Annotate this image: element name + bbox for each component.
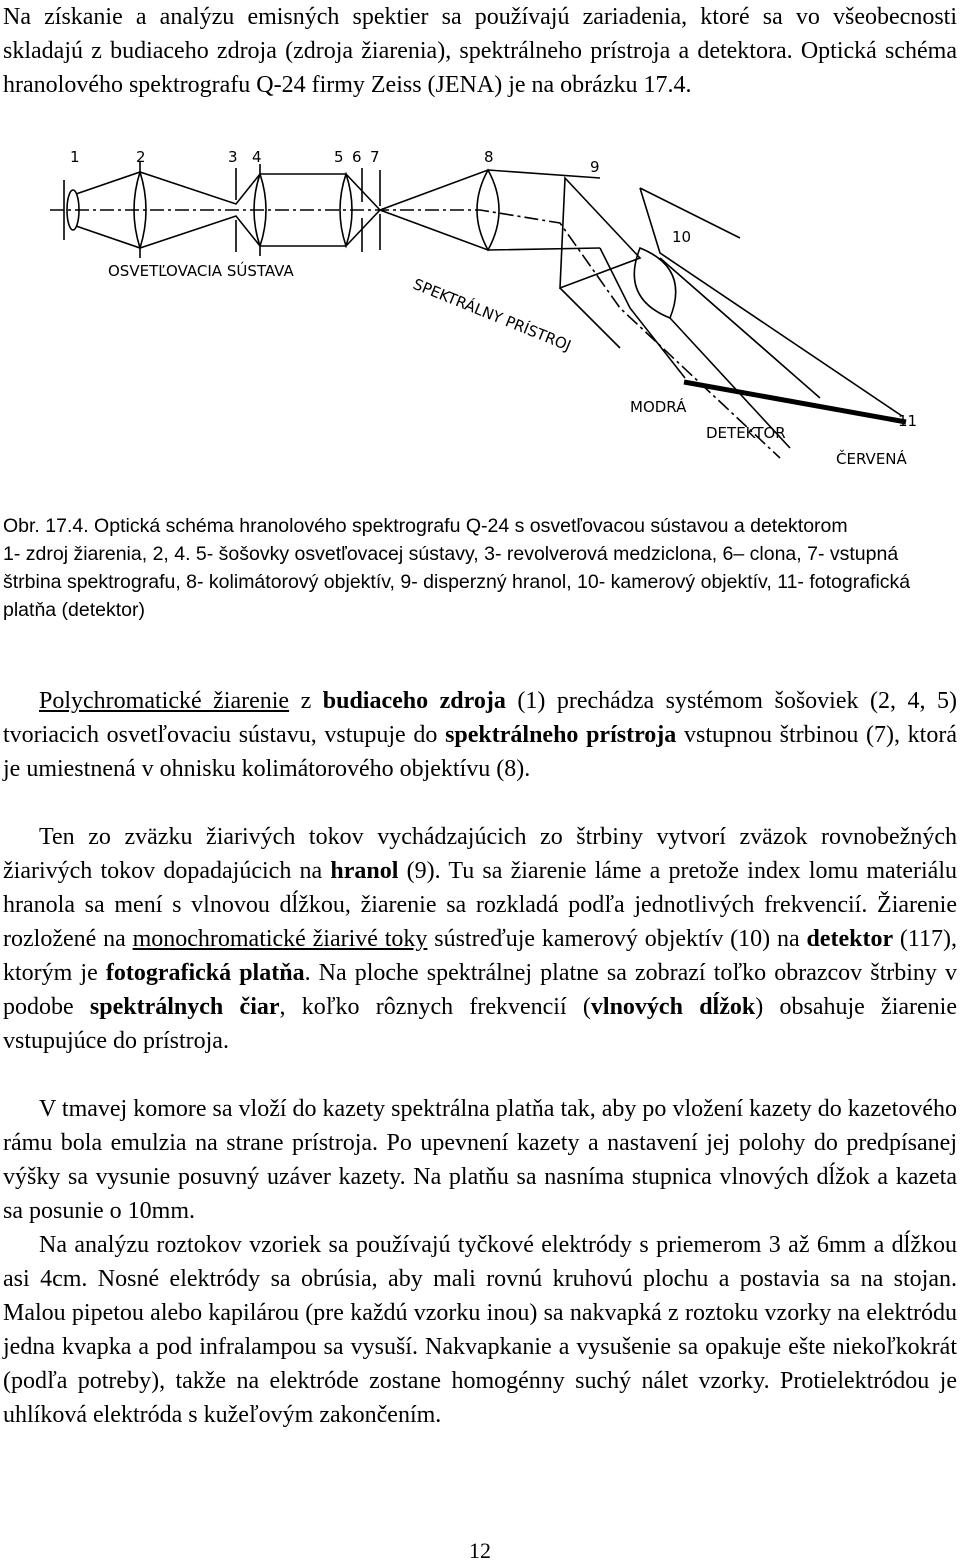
detector-plate-11 — [684, 382, 906, 422]
label-detektor: DETEKTOR — [706, 424, 786, 442]
caption-title: Obr. 17.4. Optická schéma hranolového spektrografu Q-24 s osvetľovacou sústavou a detektorom — [3, 515, 848, 537]
label-4: 4 — [252, 148, 262, 166]
page-number: 12 — [469, 1538, 491, 1563]
label-11: 11 — [898, 412, 918, 430]
term-fotograficka-platna: fotografická platňa — [105, 960, 305, 986]
figure-caption — [3, 512, 957, 624]
term-detektor: detektor — [806, 926, 894, 952]
label-2: 2 — [136, 148, 146, 166]
figure-labels — [70, 148, 917, 468]
paragraph-1: Polychromatické žiarenie z budiaceho zdroja (1) prechádza systémom šošoviek (2, 4, 5) tvoriacich osvetľovaciu sústavu, vstupuje do spektrálneho prístroja vstupnou štrbinou (7), ktorá je umiestnená v ohnisku kolimátorového objektívu (8). — [3, 688, 958, 782]
term-hranol: hranol — [330, 858, 399, 884]
label-8: 8 — [484, 148, 494, 166]
caption-legend: 1- zdroj žiarenia, 2, 4. 5- šošovky osvetľovacej sústavy, 3- revolverová medziclona, 6– clona, 7- vstupná štrbina spektrografu, 8- kolimátorový objektív, 9- disperzný hranol, 10- kamerový objektív, 11- fotografická platňa (detektor) — [3, 543, 911, 621]
term-polychromatic: Polychromatické žiarenie — [39, 688, 290, 714]
intro-paragraph: Na získanie a analýzu emisných spektier sa používajú zariadenia, ktoré sa vo všeobecnosti skladajú z budiaceho zdroja (zdroja žiarenia), spektrálneho prístroja a detektora. Optická schéma hranolového spektrografu Q-24 firmy Zeiss (JENA) je na obrázku 17.4. — [3, 4, 957, 98]
term-budiaci-zdroj: budiaceho zdroja — [322, 688, 506, 714]
paragraph-4: Na analýzu roztokov vzoriek sa používajú tyčkové elektródy s priemerom 3 až 6mm a dĺžkou asi 4cm. Nosné elektródy sa obrúsia, aby mali rovnú kruhovú plochu a postavia sa na stojan. Malou pipetou alebo kapilárou (pre každú vzorku inou) sa nakvapká z roztoku vzorky na elektródu jedna kvapka a pod infralampou sa vysuší. Nakvapkanie a vysušenie sa opakuje ešte niekoľkokrát (podľa potreby), takže na elektróde zostane homogénny suchý nálet vzorky. Protielektródou je uhlíková elektróda s kužeľovým zakončením. — [3, 1232, 957, 1428]
label-osvetlovacia-sustava: OSVETĽOVACIA SÚSTAVA — [108, 262, 294, 280]
label-1: 1 — [70, 148, 80, 166]
optical-axis — [50, 210, 780, 458]
label-modra: MODRÁ — [630, 398, 687, 416]
prism-9 — [560, 178, 640, 288]
label-cervena: ČERVENÁ — [836, 450, 907, 468]
label-6: 6 — [352, 148, 362, 166]
label-7: 7 — [370, 148, 380, 166]
term-spektralne-ciary: spektrálnych čiar — [89, 994, 280, 1020]
label-10: 10 — [672, 228, 692, 246]
paragraph-3: V tmavej komore sa vloží do kazety spektrálna platňa tak, aby po vložení kazety do kazetového rámu bola emulzia na strane prístroja. Po upevnení kazety a nastavení jej polohy do predpísanej výšky sa vysunie posuvný uzáver kazety. Na platňu sa nasníma stupnica vlnových dĺžok a kazeta sa posunie o 10mm. — [3, 1096, 957, 1224]
term-vlnove-dlzky: vlnových dĺžok — [590, 994, 756, 1020]
label-5: 5 — [334, 148, 344, 166]
term-monochromaticke: monochromatické žiarivé toky — [132, 926, 428, 952]
paragraph-2: Ten zo zväzku žiarivých tokov vychádzajúcich zo štrbiny vytvorí zväzok rovnobežných žiarivých tokov dopadajúcich na hranol (9). Tu sa žiarenie láme a pretože index lomu materiálu hranola sa mení s vlnovou dĺžkou, žiarenie sa rozkladá podľa jednotlivých frekvencií. Žiarenie rozložené na monochromatické žiarivé toky sústreďuje kamerový objektív (10) na detektor (117), ktorým je fotografická platňa. Na ploche spektrálnej platne sa zobrazí toľko obrazcov štrbiny v podobe spektrálnych čiar, koľko rôznych frekvencií (vlnových dĺžok) obsahuje žiarenie vstupujúce do prístroja. — [3, 824, 958, 1054]
term-spektralny-pristroj: spektrálneho prístroja — [445, 722, 677, 748]
label-9: 9 — [590, 158, 600, 176]
spectrograph-optical-scheme — [40, 148, 940, 480]
label-spektralny-pristroj: SPEKTRÁLNY PRÍSTROJ — [410, 275, 574, 355]
label-3: 3 — [228, 148, 238, 166]
